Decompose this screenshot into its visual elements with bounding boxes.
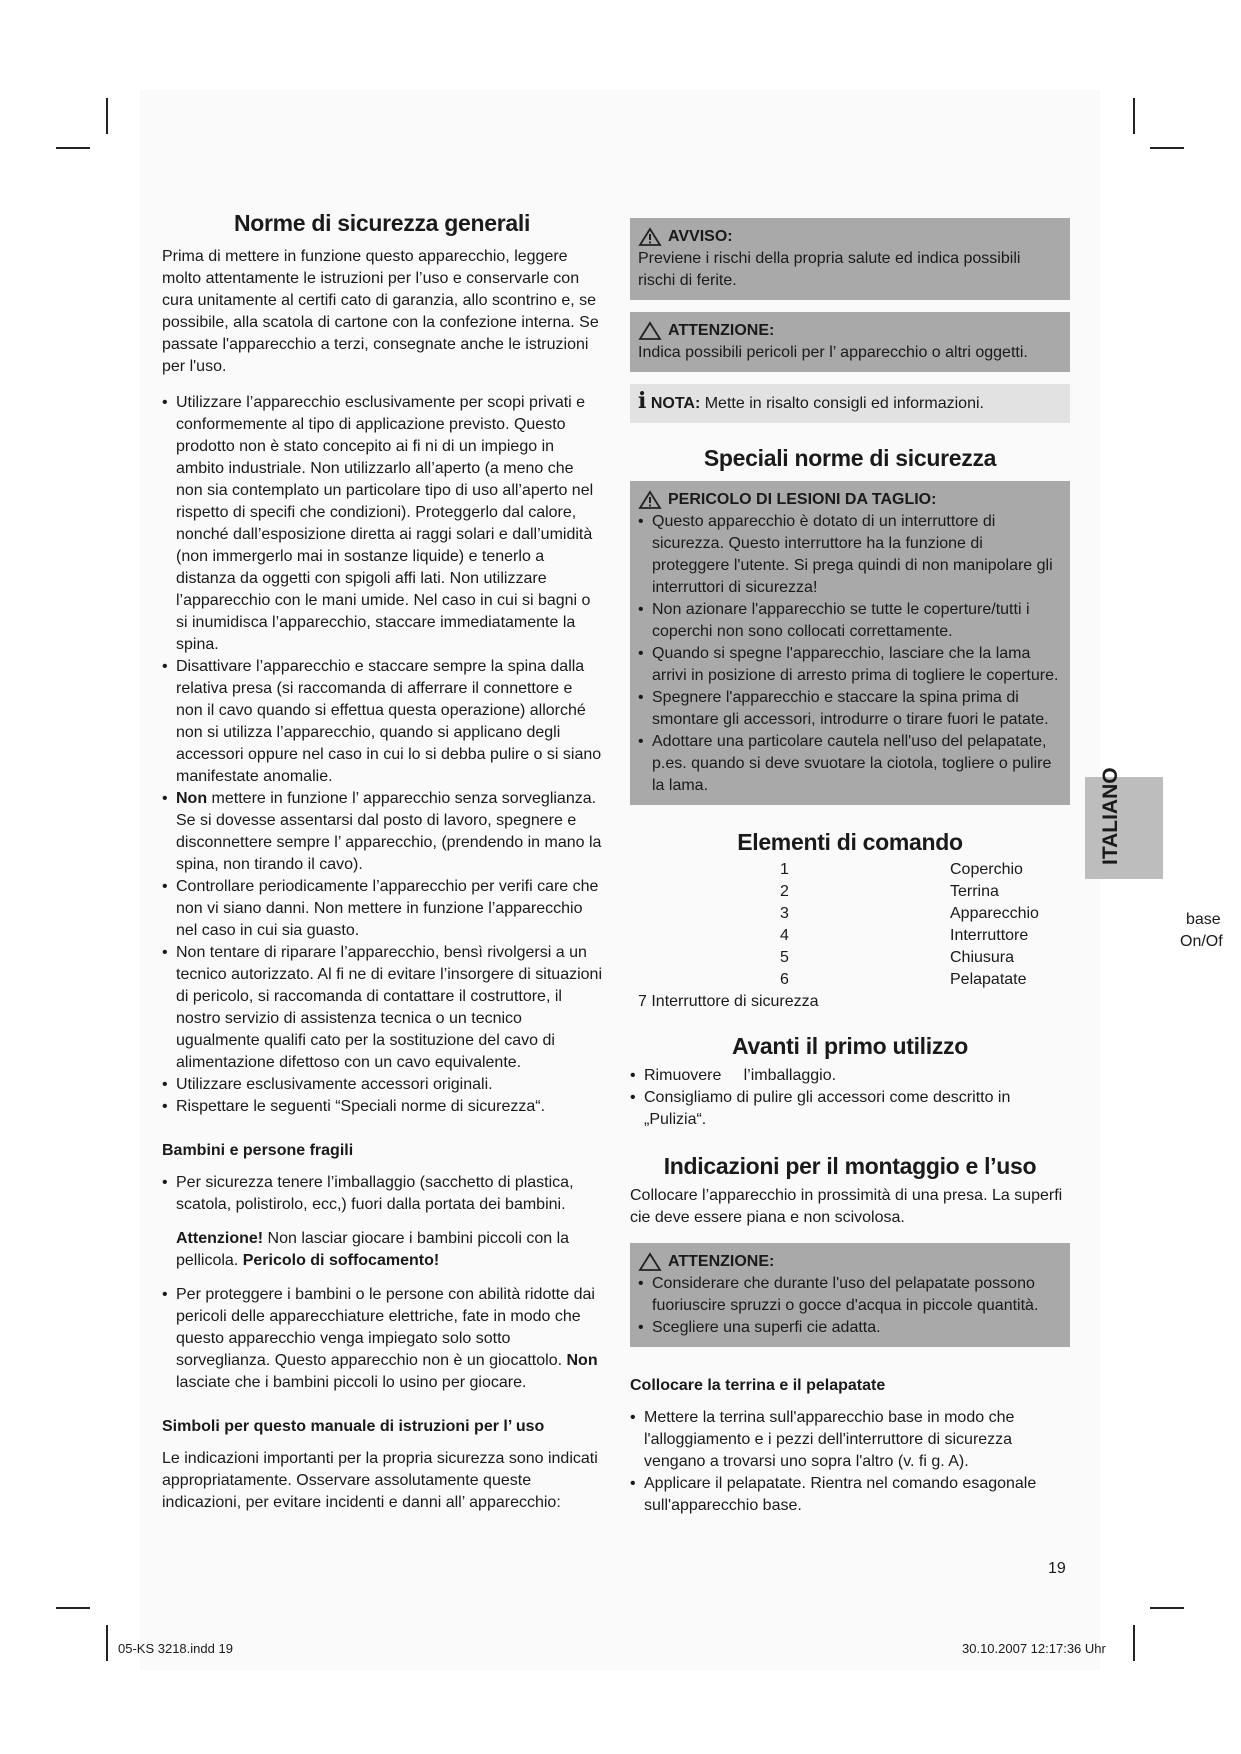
cut-danger-heading: PERICOLO DI LESIONI DA TAGLIO:	[668, 491, 937, 508]
note-text: Mette in risalto consigli ed informazioni.	[700, 395, 984, 412]
list-item-text: mettere in funzione l’ apparecchio senza sorveglianza. Se si dovesse assentarsi dal posto di lavoro, spegnere e disconnettere sempre l’ apparecchio, (prendendo in mano la spina, non tirando il cavo).	[176, 790, 602, 873]
warning-triangle-icon	[638, 490, 662, 510]
left-column	[162, 212, 602, 1528]
section-title-first-use: Avanti il primo utilizzo	[731, 1033, 968, 1059]
control-name: Coperchio	[950, 861, 1023, 878]
control-number: 5	[780, 949, 789, 966]
warning-box	[630, 218, 1070, 300]
cut-off-text: base	[1186, 911, 1221, 928]
crop-mark	[1133, 1625, 1135, 1661]
cut-danger-box	[630, 481, 1070, 805]
subsection-title-children: Bambini e persone fragili	[162, 1142, 354, 1159]
language-tab	[1085, 767, 1163, 879]
cut-danger-header	[638, 489, 1062, 511]
language-label: ITALIANO	[1099, 767, 1122, 865]
children-bullet-list	[162, 1172, 602, 1216]
crop-mark	[1150, 147, 1184, 149]
caution-triangle-icon	[638, 321, 662, 341]
list-item: • Quando si spegne l'apparecchio, lasciare che la lama arrivi in posizione di arresto prima di togliere le coperture.	[638, 643, 1062, 687]
caution-heading: ATTENZIONE:	[668, 1253, 775, 1270]
caution-triangle-icon	[638, 1252, 662, 1272]
note-box	[630, 384, 1070, 423]
page-number: 19	[1048, 1560, 1066, 1577]
list-item: • Disattivare l’apparecchio e staccare sempre la spina dalla relativa presa (si raccomanda di afferrare il connettore e non il cavo quando si effettua questa operazione) allorché non si utilizza l’apparecchio, quando si applicano degli accessori oppure nel caso in cui lo si debba pulire o si siano manifestate anomalie.	[162, 656, 602, 788]
crop-mark	[106, 1625, 108, 1661]
table-row	[780, 947, 1039, 969]
symbols-paragraph: Le indicazioni importanti per la propria sicurezza sono indicati appropriatamente. Osservare assolutamente queste indicazioni, per evitare incidenti e danni all’ apparecchio:	[162, 1450, 598, 1511]
control-name: Terrina	[950, 883, 999, 900]
control-name: Pelapatate	[950, 971, 1027, 988]
table-row	[780, 859, 1039, 881]
attention-note	[162, 1228, 602, 1272]
warning-text: Previene i rischi della propria salute ed indica possibili rischi di ferite.	[638, 250, 1021, 289]
control-name: Apparecchio	[950, 905, 1039, 922]
caution-box	[630, 312, 1070, 372]
crop-mark	[106, 98, 108, 134]
cut-off-text: On/Of	[1180, 933, 1223, 950]
list-item: • Mettere la terrina sull'apparecchio base in modo che l'alloggiamento e i pezzi dell'interruttore di sicurezza vengano a trovarsi uno sopra l'altro (v. fi g. A).	[630, 1407, 1070, 1473]
warning-box-header	[638, 226, 1062, 248]
crop-mark	[1133, 98, 1135, 134]
first-use-list	[630, 1065, 1070, 1131]
note-heading: NOTA:	[650, 395, 701, 412]
control-number: 3	[780, 905, 789, 922]
right-column	[630, 218, 1070, 1529]
caution-heading: ATTENZIONE:	[668, 322, 775, 339]
list-item-text: Per proteggere i bambini o le persone con abilità ridotte dai pericoli delle apparecchiature elettriche, fate in modo che questo apparecchio venga impiegato solo sotto sorveglianza. Questo apparecchio non è un giocattolo.	[176, 1286, 595, 1369]
list-item: • Utilizzare esclusivamente accessori originali.	[162, 1074, 602, 1096]
list-item	[162, 788, 602, 876]
section-title-assembly: Indicazioni per il montaggio e l’uso	[663, 1153, 1037, 1179]
bold-text: Non	[176, 790, 208, 807]
caution-box-header	[638, 1251, 1062, 1273]
warning-triangle-icon	[638, 227, 662, 247]
info-icon: i	[638, 388, 647, 414]
caution-list	[638, 1273, 1062, 1339]
collocate-list	[630, 1407, 1070, 1517]
section-title-controls: Elementi di comando	[737, 829, 963, 855]
list-item: • Rimuovere l’imballaggio.	[630, 1065, 1070, 1087]
control-7: 7 Interruttore di sicurezza	[638, 993, 819, 1010]
list-item: • Per sicurezza tenere l’imballaggio (sacchetto di plastica, scatola, polistirolo, ecc,) fuori dalla portata dei bambini.	[162, 1172, 602, 1216]
table-row	[780, 903, 1039, 925]
subsection-title-symbols: Simboli per questo manuale di istruzioni per l’ uso	[162, 1418, 545, 1435]
bold-text: Non	[566, 1352, 598, 1369]
control-name: Chiusura	[950, 949, 1015, 966]
bold-text: Attenzione!	[176, 1230, 264, 1247]
caution-box-2	[630, 1243, 1070, 1347]
attention-text: Non lasciar giocare i bambini piccoli con la pellicola.	[176, 1230, 570, 1269]
list-item: • Considerare che durante l'uso del pelapatate possono fuoriuscire spruzzi o gocce d'acqua in piccole quantità.	[638, 1273, 1062, 1317]
list-item: • Rispettare le seguenti “Speciali norme di sicurezza“.	[162, 1096, 602, 1118]
list-item	[162, 1284, 602, 1394]
footer-timestamp: 30.10.2007 12:17:36 Uhr	[962, 1641, 1106, 1656]
warning-heading: AVVISO:	[668, 228, 733, 245]
table-row	[780, 881, 1039, 903]
caution-box-header	[638, 320, 1062, 342]
list-item: • Utilizzare l’apparecchio esclusivamente per scopi privati e conformemente al tipo di applicazione previsto. Questo prodotto non è stato concepito ai fi ni di un impiego in ambito industriale. Non utilizzarlo all’aperto (a meno che non sia contemplato un particolare tipo di uso all’aperto nel rispetto di specifi che condizioni). Proteggerlo dal calore, nonché dall’esposizione diretta ai raggi solari e dall’umidità (non immergerlo mai in sostanze liquide) e tenerlo a distanza da oggetti con spigoli affi lati. Non utilizzare l’apparecchio con le mani umide. Nel caso in cui si bagni o si inumidisca l’apparecchio, staccare immediatamente la spina.	[162, 392, 602, 656]
protect-bullet-list	[162, 1284, 602, 1394]
list-item: • Controllare periodicamente l’apparecchio per verifi care che non vi siano danni. Non mettere in funzione l’apparecchio nel caso in cui sia guasto.	[162, 876, 602, 942]
controls-table	[780, 859, 1039, 991]
list-item: • Non tentare di riparare l’apparecchio, bensì rivolgersi a un tecnico autorizzato. Al fi ne di evitare l’insorgere di situazioni di pericolo, si raccomanda di contattare il costruttore, il nostro servizio di assistenza tecnica o un tecnico ugualmente qualifi cato per la sostituzione del cavo di alimentazione difettoso con un cavo equivalente.	[162, 942, 602, 1074]
crop-mark	[1150, 1607, 1184, 1609]
section-title-special-safety: Speciali norme di sicurezza	[703, 445, 997, 471]
intro-paragraph: Prima di mettere in funzione questo apparecchio, leggere molto attentamente le istruzioni per l’uso e conservarle con cura unitamente al certifi cato di garanzia, allo scontrino e, se possibile, alla scatola di cartone con la confezione interna. Se passate l'apparecchio a terzi, consegnate anche le istruzioni per l'uso.	[162, 248, 599, 375]
safety-bullet-list	[162, 392, 602, 1118]
cut-danger-list	[638, 511, 1062, 797]
section-title-general-safety: Norme di sicurezza generali	[233, 210, 531, 236]
control-number: 6	[780, 971, 789, 988]
bold-text: Pericolo di soffocamento!	[242, 1252, 440, 1269]
control-number: 4	[780, 927, 789, 944]
list-item: • Non azionare l'apparecchio se tutte le coperture/tutti i coperchi non sono collocati correttamente.	[638, 599, 1062, 643]
list-item: • Questo apparecchio è dotato di un interruttore di sicurezza. Questo interruttore ha la funzione di proteggere l'utente. Si prega quindi di non manipolare gli interruttori di sicurezza!	[638, 511, 1062, 599]
list-item: • Applicare il pelapatate. Rientra nel comando esagonale sull'apparecchio base.	[630, 1473, 1070, 1517]
list-item: • Scegliere una superfi cie adatta.	[638, 1317, 1062, 1339]
list-item: • Consigliamo di pulire gli accessori come descritto in „Pulizia“.	[630, 1087, 1070, 1131]
subsection-title-collocate: Collocare la terrina e il pelapatate	[630, 1377, 886, 1394]
list-item: • Spegnere l'apparecchio e staccare la spina prima di smontare gli accessori, introdurre o tirare fuori le patate.	[638, 687, 1062, 731]
table-row	[780, 925, 1039, 947]
caution-text: Indica possibili pericoli per l’ apparecchio o altri oggetti.	[638, 344, 1028, 361]
list-item-text: lasciate che i bambini piccoli lo usino per giocare.	[176, 1374, 527, 1391]
control-name: Interruttore	[950, 927, 1029, 944]
assembly-paragraph: Collocare l’apparecchio in prossimità di una presa. La superfi cie deve essere piana e non scivolosa.	[630, 1187, 1063, 1226]
footer-file-info: 05-KS 3218.indd 19	[118, 1641, 233, 1656]
control-number: 2	[780, 883, 789, 900]
list-item: • Adottare una particolare cautela nell'uso del pelapatate, p.es. quando si deve svuotare la ciotola, togliere o pulire la lama.	[638, 731, 1062, 797]
crop-mark	[56, 1607, 90, 1609]
crop-mark	[56, 147, 90, 149]
table-row	[780, 969, 1039, 991]
control-number: 1	[780, 861, 789, 878]
